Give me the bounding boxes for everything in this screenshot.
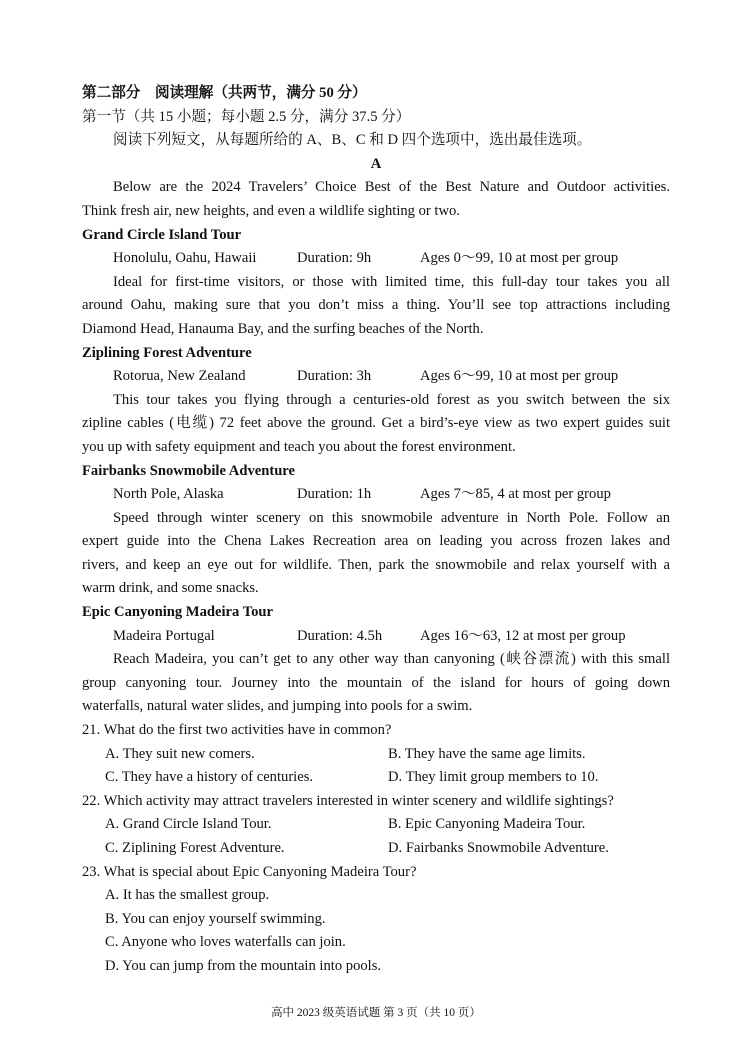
tour-desc-line: Speed through winter scenery on this snowmobile adventure in North Pole. Follow an	[113, 509, 670, 526]
tour-desc-line: This tour takes you flying through a centuries-old forest as you switch between the six	[113, 391, 670, 408]
part-title: 第二部分 阅读理解（共两节，满分 50 分）	[82, 85, 367, 101]
tour-location: North Pole, Alaska	[113, 486, 224, 503]
option-a: A. It has the smallest group.	[105, 887, 270, 904]
tour-desc-line: Reach Madeira, you can’t get to any other way than canyoning (峡谷漂流) with this small	[113, 651, 670, 668]
tour-ages: Ages 0～99, 10 at most per group	[420, 250, 619, 267]
tour-ages: Ages 16～63, 12 at most per group	[420, 627, 626, 644]
tour-desc-line: expert guide into the Chena Lakes Recreation area on leading you across frozen lakes and	[82, 533, 670, 550]
exam-page	[82, 82, 670, 979]
tour-desc-line: you up with safety equipment and teach you about the forest environment.	[82, 438, 516, 455]
tour-location: Honolulu, Oahu, Hawaii	[113, 250, 257, 267]
option-d: D. They limit group members to 10.	[388, 769, 599, 786]
option-b: B. They have the same age limits.	[388, 745, 586, 762]
tour-ages: Ages 6～99, 10 at most per group	[420, 368, 619, 385]
tour-info	[82, 483, 670, 507]
option-b: B. Epic Canyoning Madeira Tour.	[388, 816, 586, 833]
option-a: A. They suit new comers.	[105, 745, 255, 762]
option-c: C. Ziplining Forest Adventure.	[105, 840, 285, 856]
tour-info	[82, 365, 670, 389]
option-row	[82, 837, 670, 861]
instruction: 阅读下列短文，从每题所给的 A、B、C 和 D 四个选项中，选出最佳选项。	[113, 132, 592, 149]
tour-desc-line: waterfalls, natural water slides, and jumping into pools for a swim.	[82, 698, 473, 715]
option-c: C. Anyone who loves waterfalls can join.	[105, 934, 346, 951]
tour-ages: Ages 7～85, 4 at most per group	[420, 486, 611, 503]
tour-name: Epic Canyoning Madeira Tour	[82, 604, 273, 621]
tour-info	[82, 247, 670, 271]
option-row	[82, 813, 670, 837]
tour-duration: Duration: 4.5h	[297, 627, 383, 644]
intro-line: Think fresh air, new heights, and even a wildlife sighting or two.	[82, 202, 460, 219]
tour-desc-line: warm drink, and some snacks.	[82, 580, 259, 597]
question-stem: 21. What do the first two activities have in common?	[82, 722, 392, 739]
tour-duration: Duration: 9h	[297, 250, 372, 267]
option-row	[82, 766, 670, 790]
tour-name: Ziplining Forest Adventure	[82, 344, 252, 361]
option-row	[82, 743, 670, 767]
tour-desc-line: rivers, and keep an eye out for wildlife. Then, park the snowmobile and relax yourself with a	[82, 556, 670, 573]
tour-info	[82, 625, 670, 649]
option-b: B. You can enjoy yourself swimming.	[105, 910, 326, 927]
page-footer: 高中 2023 级英语试题 第 3 页（共 10 页）	[271, 1007, 481, 1019]
tour-name: Fairbanks Snowmobile Adventure	[82, 462, 295, 479]
tour-desc-line: group canyoning tour. Journey into the mountain of the island for hours of going down	[82, 674, 670, 691]
option-c: C. They have a history of centuries.	[105, 769, 314, 786]
intro-line: Below are the 2024 Travelers’ Choice Best of the Best Nature and Outdoor activities.	[113, 179, 670, 196]
tour-location: Madeira Portugal	[113, 627, 215, 644]
question-stem: 23. What is special about Epic Canyoning Madeira Tour?	[82, 863, 417, 880]
tour-desc-line: around Oahu, making sure that you don’t miss a thing. You’ll see top attractions including	[82, 297, 670, 314]
question-stem: 22. Which activity may attract travelers interested in winter scenery and wildlife sightings?	[82, 792, 614, 809]
tour-desc-line: zipline cables (电缆) 72 feet above the ground. Get a bird’s-eye view as two expert guides suit	[82, 415, 670, 432]
tour-name: Grand Circle Island Tour	[82, 226, 242, 243]
tour-desc-line: Ideal for first-time visitors, or those with limited time, this full-day tour takes you all	[113, 273, 670, 290]
tour-location: Rotorua, New Zealand	[113, 368, 246, 385]
tour-duration: Duration: 3h	[297, 368, 372, 385]
tour-desc-line: Diamond Head, Hanauma Bay, and the surfing beaches of the North.	[82, 320, 484, 337]
option-a: A. Grand Circle Island Tour.	[105, 816, 272, 833]
option-d: D. You can jump from the mountain into pools.	[105, 957, 382, 974]
section-subtitle: 第一节（共 15 小题；每小题 2.5 分，满分 37.5 分）	[82, 108, 411, 125]
passage-label: A	[370, 155, 382, 172]
option-d: D. Fairbanks Snowmobile Adventure.	[388, 840, 609, 856]
tour-duration: Duration: 1h	[297, 486, 372, 503]
